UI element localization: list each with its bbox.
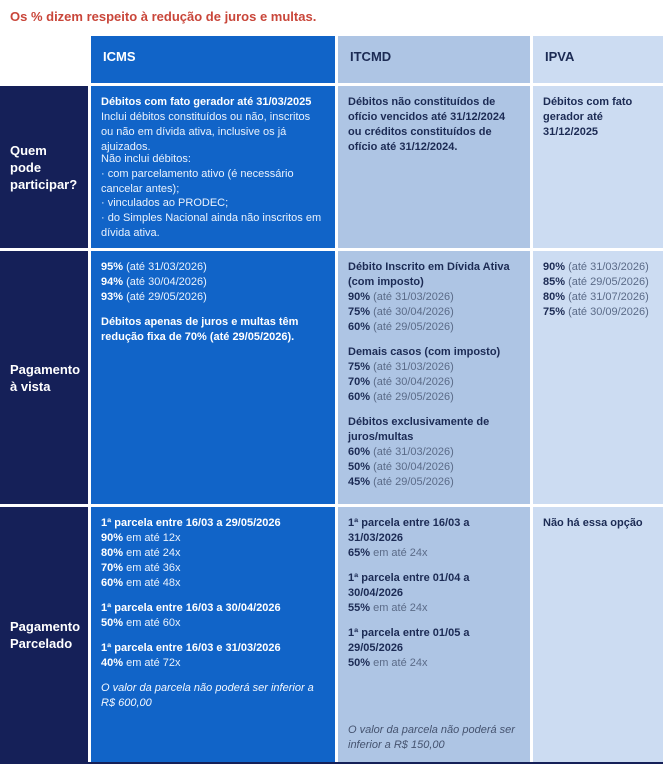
cell-line: 90% (até 31/03/2026)	[348, 291, 454, 303]
cell-line: 1ª parcela entre 16/03 a 29/05/2026	[101, 517, 281, 529]
cell-line: 1ª parcela entre 16/03 a 31/03/2026	[348, 517, 470, 544]
cell-line: 65% em até 24x	[348, 547, 428, 559]
cell-line: 60% (até 29/05/2026)	[348, 391, 454, 403]
cell-line: O valor da parcela não poderá ser inferior a R$ 150,00	[348, 724, 515, 751]
cell-line: 45% (até 29/05/2026)	[348, 476, 454, 488]
page-title: Os % dizem respeito à redução de juros e multas.	[10, 9, 317, 24]
cell-line: · do Simples Nacional ainda não inscritos em dívida ativa.	[101, 211, 322, 239]
line-spacer	[348, 561, 520, 571]
cell-line: 94% (até 30/04/2026)	[101, 276, 207, 288]
cell-line: 1ª parcela entre 16/03 e 31/03/2026	[101, 642, 281, 654]
table-corner-blank	[0, 36, 88, 83]
cell-line: 1ª parcela entre 01/05 a 29/05/2026	[348, 627, 470, 654]
cell-line: 95% (até 31/03/2026)	[101, 261, 207, 273]
cell-line: 75% (até 30/04/2026)	[348, 306, 454, 318]
cell-line: Débito Inscrito em Dívida Ativa (com imposto)	[348, 261, 510, 288]
cell-line: 60% (até 31/03/2026)	[348, 446, 454, 458]
column-header-ipva: IPVA	[533, 36, 663, 83]
line-spacer	[101, 631, 325, 641]
cell-line: Não há essa opção	[543, 517, 643, 529]
cell-line: 50% em até 24x	[348, 657, 428, 669]
cell-line: 75% (até 31/03/2026)	[348, 361, 454, 373]
cell-parcelado-ipva	[533, 507, 663, 762]
line-spacer	[101, 591, 325, 601]
row-label-pagamento-a-vista: Pagamento à vista	[0, 251, 88, 504]
cell-line: 80% em até 24x	[101, 547, 181, 559]
cell-line: O valor da parcela não poderá ser inferior a R$ 600,00	[101, 682, 314, 709]
cell-line: 70% em até 36x	[101, 562, 181, 574]
cell-line: Inclui débitos constituídos ou não, inscritos ou não em dívida ativa, inclusive os já ajuizados.	[101, 111, 311, 153]
cell-line: · com parcelamento ativo (é necessário cancelar antes);	[101, 168, 294, 196]
row-label-quem-pode-participar: Quem pode participar?	[0, 86, 88, 248]
row-label-pagamento-parcelado: Pagamento Parcelado	[0, 507, 88, 762]
cell-line: 75% (até 30/09/2026)	[543, 306, 649, 318]
line-spacer	[101, 671, 325, 681]
cell-participar-ipva	[533, 86, 663, 248]
table-bottom-border	[0, 762, 663, 764]
cell-line: Débitos não constituídos de ofício vencidos até 31/12/2024 ou créditos constituídos de ofício até 31/12/2024.	[348, 96, 506, 153]
cell-line: Débitos exclusivamente de juros/multas	[348, 416, 490, 443]
cell-parcelado-icms	[91, 507, 335, 762]
cell-avista-ipva	[533, 251, 663, 504]
column-header-itcmd: ITCMD	[338, 36, 530, 83]
tax-comparison-table	[0, 36, 663, 762]
cell-line: 90% (até 31/03/2026)	[543, 261, 649, 273]
cell-avista-icms	[91, 251, 335, 504]
line-spacer	[348, 335, 520, 345]
cell-line: Demais casos (com imposto)	[348, 346, 501, 358]
cell-line: Não inclui débitos:	[101, 153, 191, 166]
cell-line: 90% em até 12x	[101, 532, 181, 544]
cell-line: 93% (até 29/05/2026)	[101, 291, 207, 303]
cell-avista-itcmd	[338, 251, 530, 504]
cell-line: Débitos com fato gerador até 31/03/2025	[101, 96, 312, 108]
cell-participar-itcmd	[338, 86, 530, 248]
cell-line: 50% em até 60x	[101, 617, 181, 629]
cell-line: Débitos apenas de juros e multas têm redução fixa de 70% (até 29/05/2026).	[101, 316, 299, 343]
line-spacer	[348, 616, 520, 626]
cell-line: 1ª parcela entre 01/04 a 30/04/2026	[348, 572, 470, 599]
cell-line: 85% (até 29/05/2026)	[543, 276, 649, 288]
line-spacer	[348, 405, 520, 415]
cell-line: 60% em até 48x	[101, 577, 181, 589]
cell-participar-icms	[91, 86, 335, 248]
cell-line: 1ª parcela entre 16/03 a 30/04/2026	[101, 602, 281, 614]
cell-line: 70% (até 30/04/2026)	[348, 376, 454, 388]
cell-line: 55% em até 24x	[348, 602, 428, 614]
cell-line: 60% (até 29/05/2026)	[348, 321, 454, 333]
cell-parcelado-itcmd	[338, 507, 530, 762]
line-spacer	[101, 305, 325, 315]
cell-line: 40% em até 72x	[101, 657, 181, 669]
cell-line: · vinculados ao PRODEC;	[101, 196, 229, 209]
cell-line: Débitos com fato gerador até 31/12/2025	[543, 96, 633, 138]
column-header-icms: ICMS	[91, 36, 335, 83]
cell-line: 50% (até 30/04/2026)	[348, 461, 454, 473]
cell-line: 80% (até 31/07/2026)	[543, 291, 649, 303]
